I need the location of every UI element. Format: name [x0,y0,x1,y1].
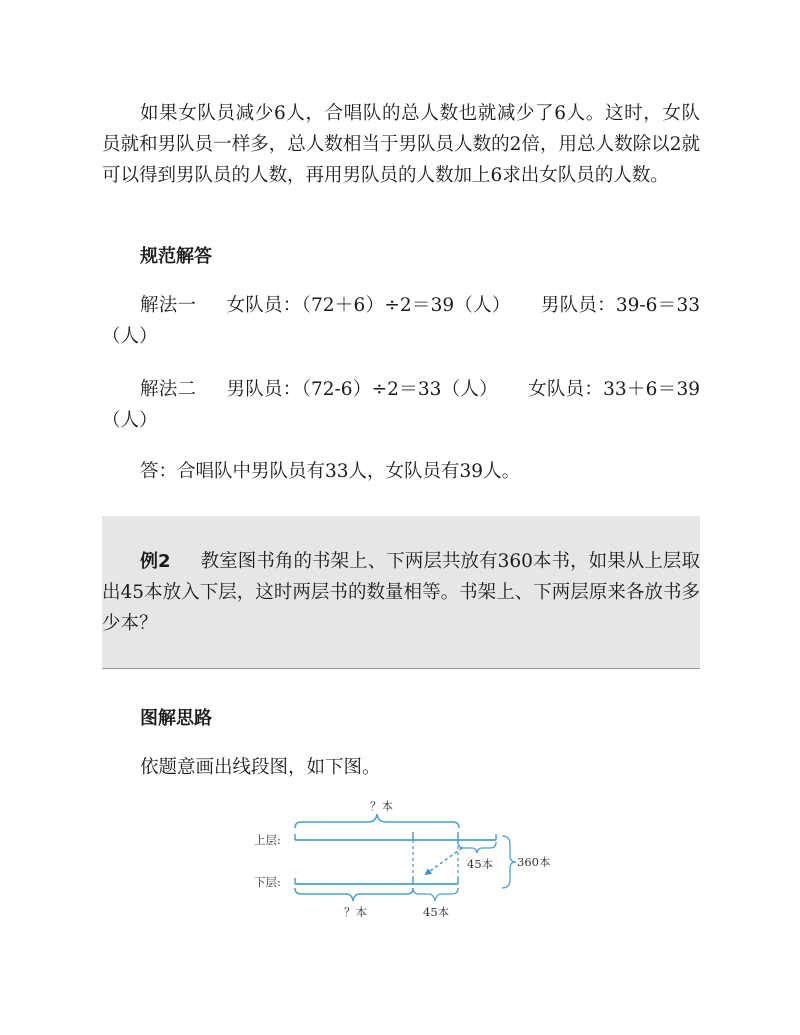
diagram-intro: 依题意画出线段图，如下图。 [140,757,381,778]
top-brace [295,814,459,828]
method-one-part1: 女队员：（72＋6）÷2＝39（人） [226,295,511,316]
method-two-part2: 女队员：33＋6＝39（人） [102,379,700,431]
lower-label: 下层: [254,875,281,889]
method-one-part2: 男队员：39-6＝33（人） [102,295,700,347]
method-one-label: 解法一 [140,295,197,316]
analysis-paragraph: 如果女队员减少6人，合唱队的总人数也就减少了6人。这时，女队员就和男队员一样多，总人数相当于男队员人数的2倍，用总人数除以2就可以得到男队员的人数，再用男队员的人数加上6求出女队员的人数。 [102,103,700,186]
lower-45-label: 45本 [423,905,450,919]
transfer-arrow [426,848,462,874]
method-two-label: 解法二 [140,379,197,400]
example-text: 教室图书角的书架上、下两层共放有360本书，如果从上层取出45本放入下层，这时两层书的数量相等。书架上、下两层原来各放书多少本？ [102,551,700,634]
upper-label: 上层: [254,833,281,847]
top-question-label: ？本 [370,799,393,813]
method-two-part1: 男队员：（72-6）÷2＝33（人） [226,379,498,400]
total-label: 360本 [517,855,551,869]
lower-45-brace [413,888,458,900]
upper-45-label: 45本 [467,857,494,871]
example-paragraph [102,546,700,639]
bottom-question-label: ？本 [344,905,367,919]
total-brace [502,836,516,888]
example-label: 例2 [140,551,171,572]
diagram-heading: 图解思路 [140,708,212,729]
method-one [102,290,700,352]
solution-heading: 规范解答 [140,246,212,267]
upper-45-brace [458,842,496,853]
example-box [102,516,700,669]
answer-line: 答：合唱队中男队员有33人，女队员有39人。 [140,461,521,482]
method-two [102,374,700,436]
bottom-brace [295,888,413,901]
segment-diagram [220,790,580,930]
